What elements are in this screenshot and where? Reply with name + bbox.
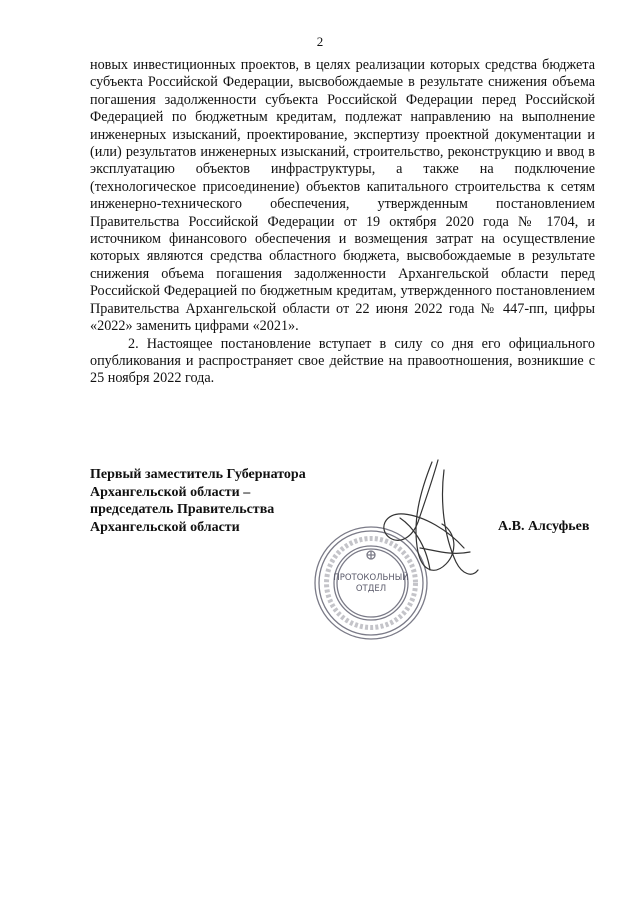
handwritten-signature-icon	[360, 452, 490, 592]
seal-text: ПРОТОКОЛЬНЫЙ	[333, 573, 409, 583]
signatory-title-line: Архангельской области –	[90, 484, 251, 500]
document-body	[90, 57, 595, 388]
paragraph-continued: новых инвестиционных проектов, в целях реализации которых средства бюджета субъекта Российской Федерации, высвобождаемые в результате снижения объема погашения задолженности субъекта Российской Федерации перед Российской Федерацией по бюджетным кредитам, подлежат направлению на выполнение инженерных изысканий, проектирование, экспертизу проектной документации и (или) результатов инженерных изысканий, строительство, реконструкцию и ввод в эксплуатацию объектов инфраструктуры, а также на подключение (технологическое присоединение) объектов капитального строительства к сетям инженерно-технического обеспечения, утвержденным постановлением Правительства Российской Федерации от 19 октября 2020 года № 1704, и источником финансового обеспечения и возмещения затрат на осуществление которых являются средства областного бюджета, высвобождаемые в результате снижения объема погашения задолженности Архангельской области перед Российской Федерацией по бюджетным кредитам, утвержденного постановлением Правительства Архангельской области от 22 июня 2022 года № 447-пп, цифры «2022» заменить цифрами «2021».	[90, 57, 595, 335]
signatory-name: А.В. Алсуфьев	[498, 519, 590, 534]
signatory-title-line: Первый заместитель Губернатора	[90, 467, 306, 482]
paragraph-effective-date: 2. Настоящее постановление вступает в силу со дня его официального опубликования и распространяет свое действие на правоотношения, возникшие с 25 ноября 2022 года.	[90, 335, 595, 387]
signatory-title	[90, 466, 330, 536]
seal-text: ОТДЕЛ	[355, 584, 387, 594]
page-number: 2	[316, 34, 324, 49]
signatory-title-line: председатель Правительства	[90, 502, 275, 517]
signatory-title-line: Архангельской области	[90, 519, 240, 535]
